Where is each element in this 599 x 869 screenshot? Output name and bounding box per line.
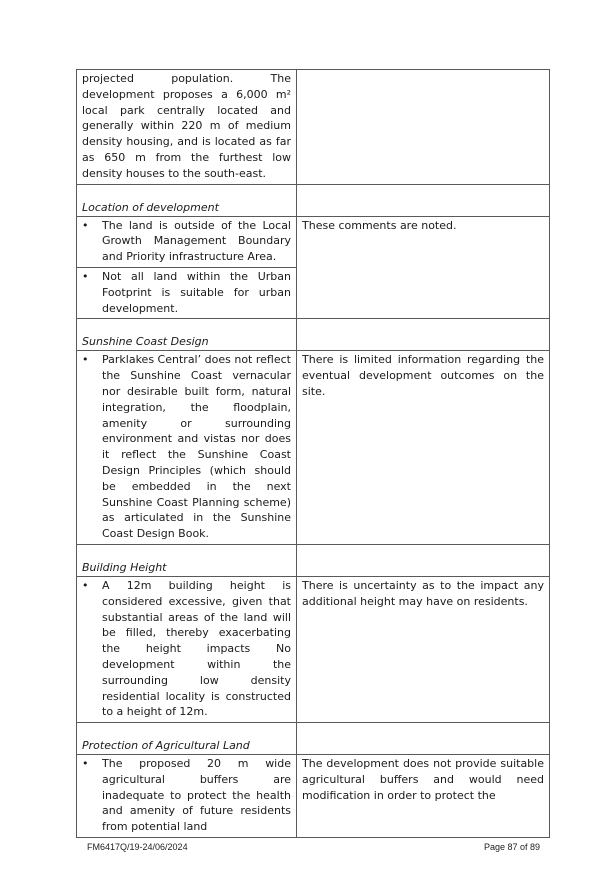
bullet-icon: • xyxy=(82,578,89,592)
response-cell xyxy=(297,755,550,838)
document-reference: FM6417Q/19-24/06/2024 xyxy=(87,842,188,852)
continuation-text: development proposes a 6,000 m² local park centrally located and generally within 220 m of medium density housing, and is located as far as 650 m from the furthest low density houses to the south-east. xyxy=(82,87,291,180)
table-row xyxy=(77,576,550,722)
bullet-text: A 12m building height is considered excessive, given that substantial areas of the land will be filled, thereby exacerbating the height impacts No development within the surrounding low density residential locality is constructed to a height of 12m. xyxy=(102,578,291,719)
comment-cell xyxy=(77,351,297,545)
comment-cell xyxy=(77,755,297,838)
response-cell xyxy=(297,319,550,351)
continuation-line: projected population. The xyxy=(82,72,291,85)
comment-cell xyxy=(77,267,297,318)
comment-cell xyxy=(77,576,297,722)
response-text: There is uncertainty as to the impact any additional height may have on residents. xyxy=(302,578,544,608)
bullet-item xyxy=(82,218,291,265)
bullet-text: The proposed 20 m wide agricultural buffers are inadequate to protect the health and amenity of future residents from potential land xyxy=(102,757,291,834)
response-cell xyxy=(297,351,550,545)
response-text: There is limited information regarding the eventual development outcomes on the site. xyxy=(302,353,544,398)
response-cell xyxy=(297,544,550,576)
bullet-item xyxy=(82,352,291,542)
section-heading-row xyxy=(77,544,550,576)
bullet-icon: • xyxy=(82,269,89,283)
section-heading: Location of development xyxy=(77,184,297,216)
page-number: Page 87 of 89 xyxy=(484,842,541,852)
section-heading: Protection of Agricultural Land xyxy=(77,723,297,755)
bullet-text: The land is outside of the Local Growth Management Boundary and Priority infrastructure Area. xyxy=(102,218,291,264)
section-heading-row xyxy=(77,184,550,216)
response-cell xyxy=(297,576,550,722)
table-row xyxy=(77,755,550,838)
response-cell xyxy=(297,184,550,216)
section-heading: Sunshine Coast Design xyxy=(77,319,297,351)
comments-table xyxy=(76,69,550,838)
bullet-icon: • xyxy=(82,757,89,771)
response-cell xyxy=(297,723,550,755)
response-text: The development does not provide suitable agricultural buffers and would need modification in order to protect the xyxy=(302,757,544,802)
bullet-icon: • xyxy=(82,218,89,232)
comment-cell xyxy=(77,70,297,185)
table-row xyxy=(77,216,550,267)
bullet-item xyxy=(82,756,291,835)
section-heading: Building Height xyxy=(77,544,297,576)
comment-cell xyxy=(77,216,297,267)
response-cell xyxy=(297,216,550,319)
bullet-icon: • xyxy=(82,353,89,367)
table-row xyxy=(77,70,550,185)
bullet-text: Not all land within the Urban Footprint is suitable for urban development. xyxy=(102,269,291,315)
response-cell xyxy=(297,70,550,185)
bullet-item xyxy=(82,578,291,720)
bullet-text: Parklakes Central’ does not reflect the Sunshine Coast vernacular nor desirable built form, natural integration, the floodplain, amenity or surrounding environment and vistas nor does it reflect the Sunshine Coast Design Principles (which should be embedded in the next Sunshine Coast Planning scheme) as articulated in the Sunshine Coast Design Book. xyxy=(102,353,291,541)
section-heading-row xyxy=(77,319,550,351)
section-heading-row xyxy=(77,723,550,755)
bullet-item xyxy=(82,269,291,316)
table-row xyxy=(77,351,550,545)
response-text: These comments are noted. xyxy=(302,218,457,232)
